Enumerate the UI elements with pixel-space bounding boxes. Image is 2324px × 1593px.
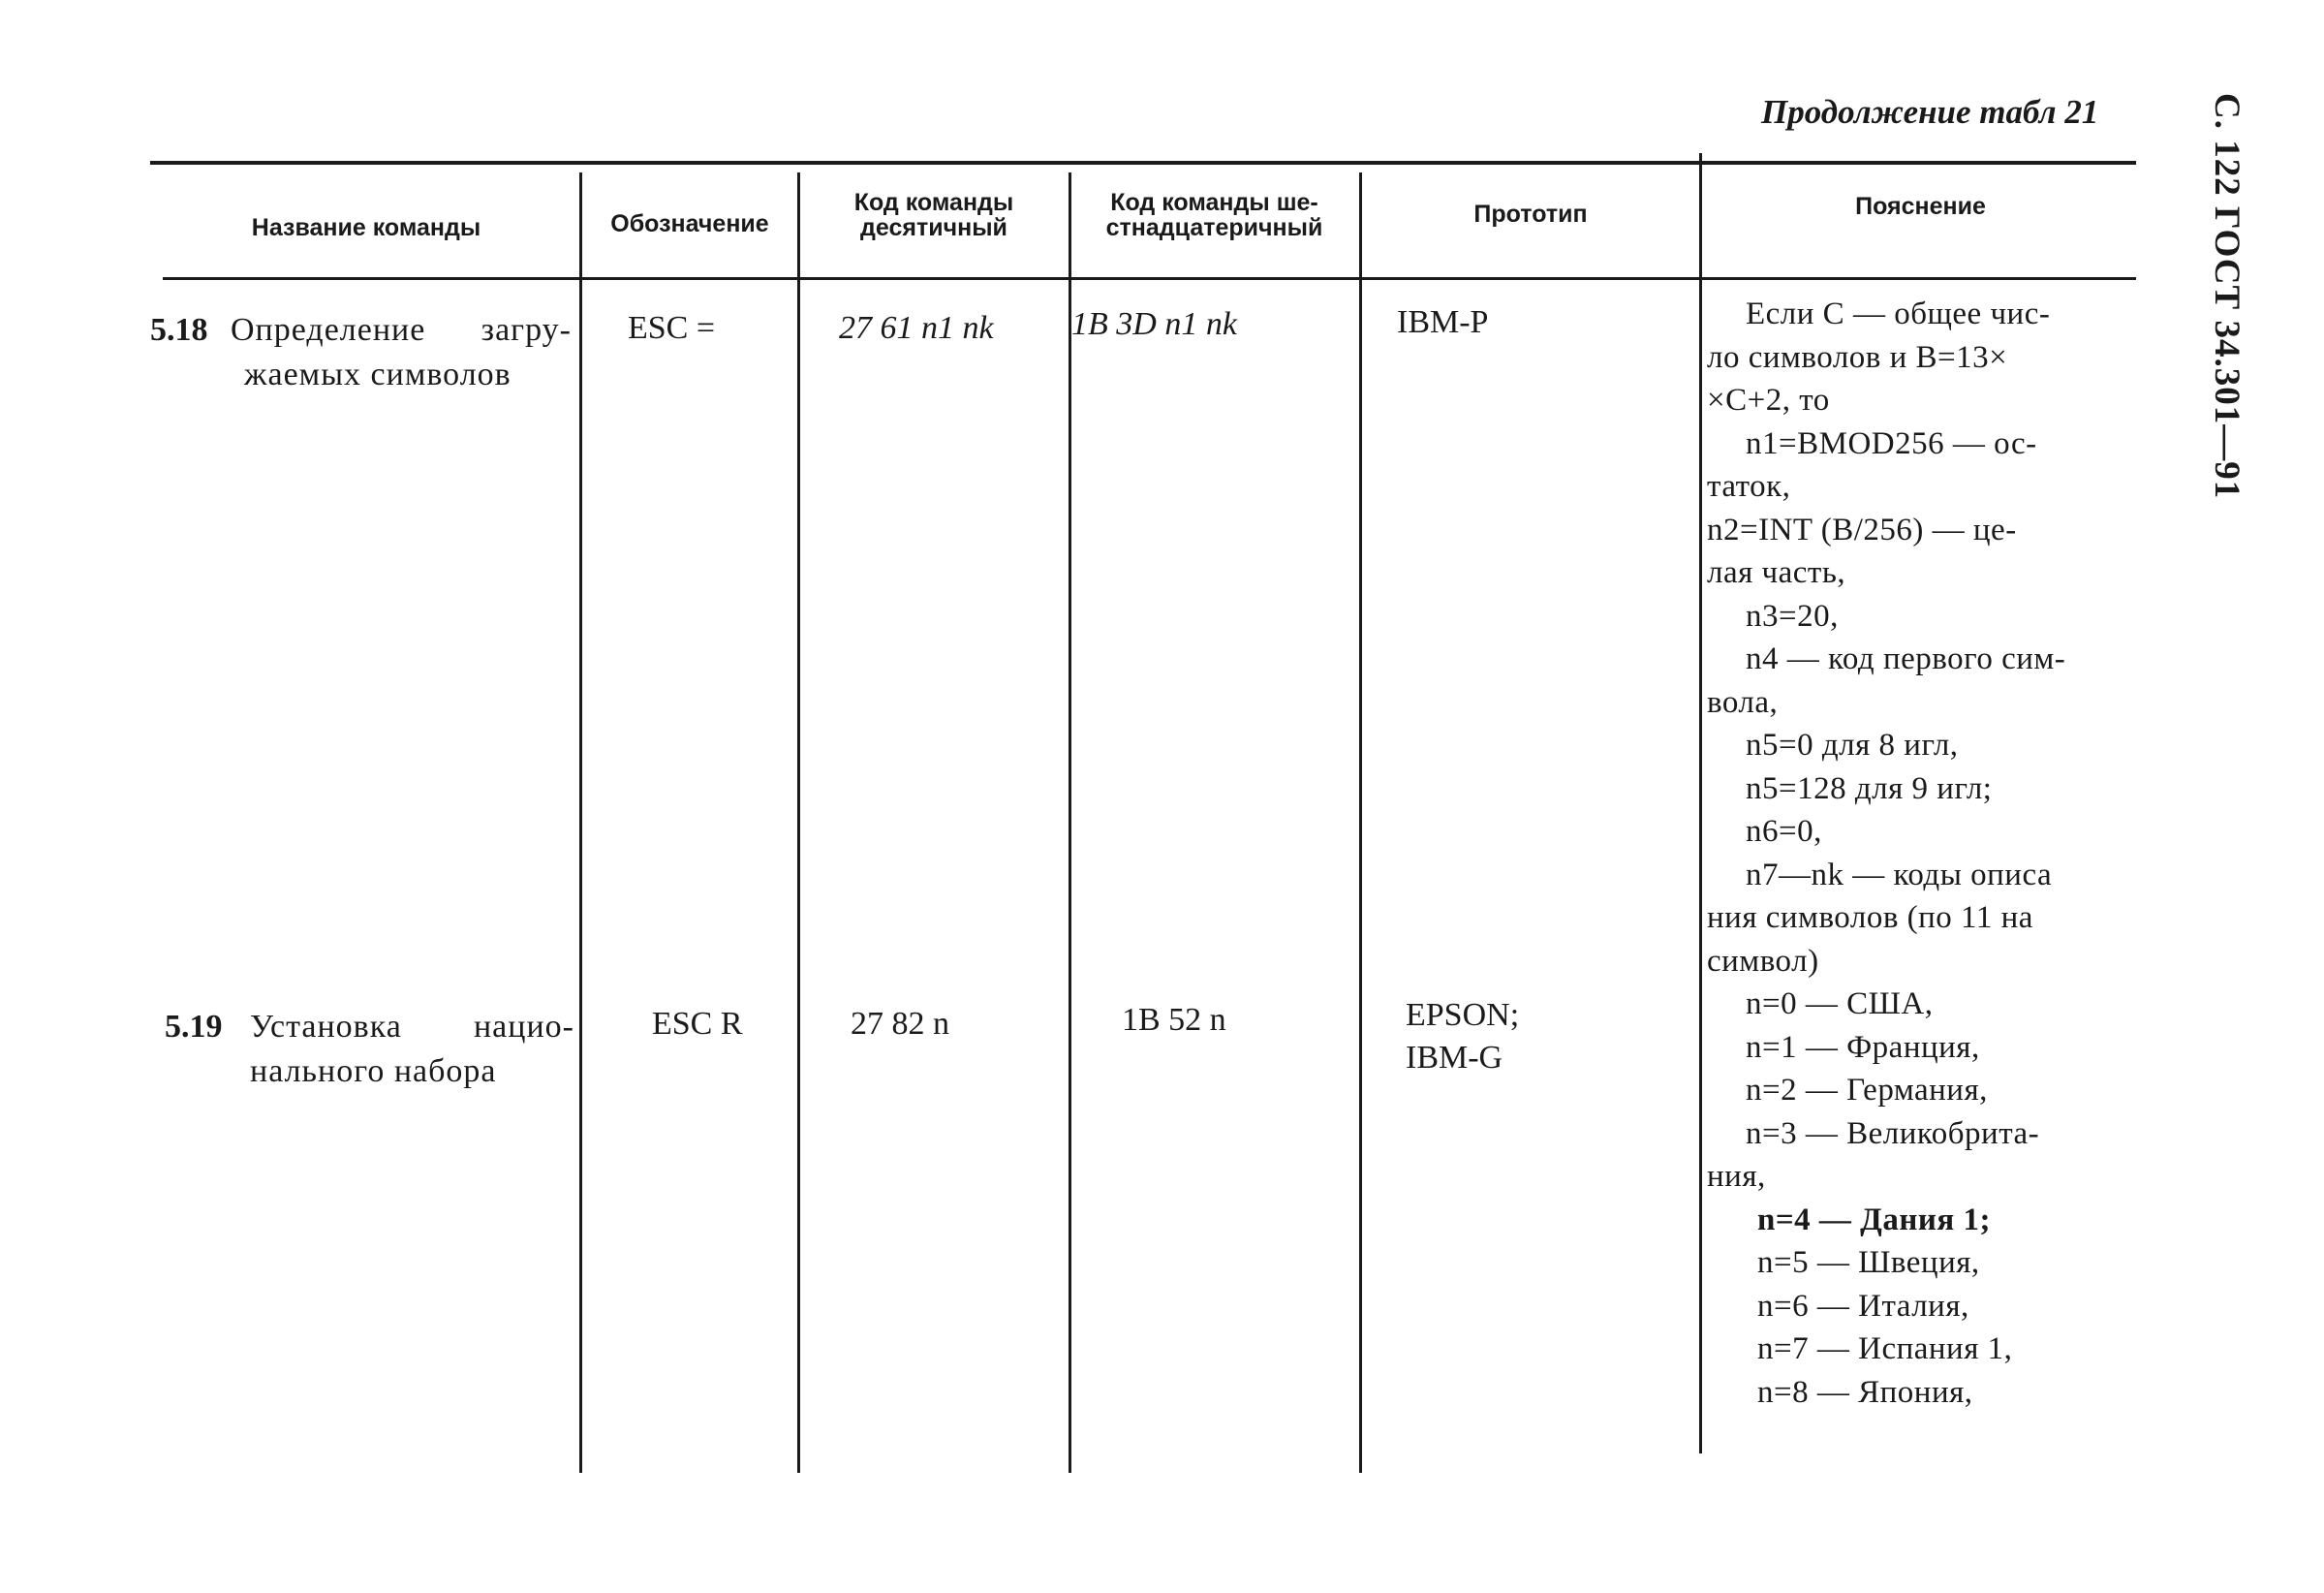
explanation-line: n6=0, <box>1746 814 1822 849</box>
column-header-prototype: Прототип <box>1473 201 1588 228</box>
row-number: 5.19 <box>165 1009 223 1045</box>
explanation-line: n=5 — Швеция, <box>1757 1245 1980 1280</box>
prototype-line-2: IBM-G <box>1406 1040 1503 1076</box>
column-header-hex-line-1: Код команды ше- <box>1110 189 1318 216</box>
column-header-symbol: Обозначение <box>610 210 769 237</box>
explanation-line: n4 — код первого сим- <box>1746 641 2066 676</box>
column-header-explanation: Пояснение <box>1855 193 1986 220</box>
row-number: 5.18 <box>150 312 208 348</box>
column-header-dec-line-1: Код команды <box>853 189 1014 216</box>
command-symbol: ESC = <box>628 310 716 346</box>
command-symbol: ESC R <box>652 1006 743 1042</box>
command-name <box>231 308 572 397</box>
explanation-line: таток, <box>1707 469 1791 504</box>
table-top-rule <box>150 161 2136 165</box>
prototype-line-1: EPSON; <box>1406 997 1520 1033</box>
column-header-dec-line-2: десятичный <box>860 214 1007 241</box>
decimal-code: 27 82 n <box>851 1006 949 1042</box>
explanation-line: символ) <box>1707 943 1819 979</box>
explanation-line: n=8 — Япония, <box>1757 1374 1973 1410</box>
explanation-line: n5=0 для 8 игл, <box>1746 728 1959 763</box>
prototype: IBM-P <box>1397 304 1489 340</box>
explanation-line: ния символов (по 11 на <box>1707 900 2033 935</box>
explanation-line: n1=BMOD256 — ос- <box>1746 425 2037 461</box>
explanation-line: n2=INT (B/256) — це- <box>1707 512 2017 547</box>
column-header-dec <box>802 190 1066 240</box>
decimal-code: 27 61 n1 nk <box>839 310 994 346</box>
explanation-line: n=1 — Франция, <box>1746 1029 1980 1065</box>
command-name-line-1: Определение загру- <box>231 312 572 348</box>
explanation-line: n5=128 для 9 игл; <box>1746 770 1993 806</box>
explanation-line: n3=20, <box>1746 598 1839 634</box>
column-header-name: Название команды <box>251 214 481 241</box>
explanation-line: ло символов и B=13× <box>1707 339 2008 375</box>
explanation-text <box>1707 293 2143 1414</box>
command-name-line-2: жаемых символов <box>244 357 511 392</box>
column-divider-2 <box>797 172 800 1473</box>
explanation-line: n=3 — Великобрита- <box>1746 1115 2040 1151</box>
explanation-line: вола, <box>1707 684 1779 720</box>
table-header-rule <box>163 277 2136 280</box>
explanation-line: n7—nk — коды описа <box>1746 857 2053 892</box>
table-continuation-title: Продолжение табл 21 <box>1761 93 2099 131</box>
column-divider-4 <box>1359 172 1362 1473</box>
explanation-line: n=6 — Италия, <box>1757 1288 1969 1324</box>
explanation-line: n=4 — Дания 1; <box>1757 1202 1991 1237</box>
explanation-line: Если C — общее чис- <box>1746 297 2051 331</box>
column-divider-5 <box>1699 153 1702 1453</box>
explanation-line: n=7 — Испания 1, <box>1757 1331 2013 1366</box>
explanation-line: n=0 — США, <box>1746 986 1934 1021</box>
column-header-hex-line-2: стнадцатеричный <box>1105 214 1323 241</box>
column-header-hex <box>1071 190 1357 240</box>
prototype <box>1406 994 1519 1079</box>
explanation-line: ния, <box>1707 1159 1766 1194</box>
explanation-line: ×C+2, то <box>1707 383 1830 418</box>
command-name-line-1: Установка нацио- <box>250 1009 574 1045</box>
command-name-line-2: нального набора <box>250 1053 497 1089</box>
command-name <box>250 1005 574 1094</box>
page-side-label: С. 122 ГОСТ 34.301—91 <box>2207 93 2247 500</box>
explanation-line: лая часть, <box>1707 555 1846 590</box>
column-divider-3 <box>1069 172 1071 1473</box>
hex-code: 1B 52 n <box>1122 1002 1226 1038</box>
explanation-line: n=2 — Германия, <box>1746 1073 1988 1108</box>
column-divider-1 <box>579 172 582 1473</box>
hex-code: 1B 3D n1 nk <box>1071 306 1237 342</box>
